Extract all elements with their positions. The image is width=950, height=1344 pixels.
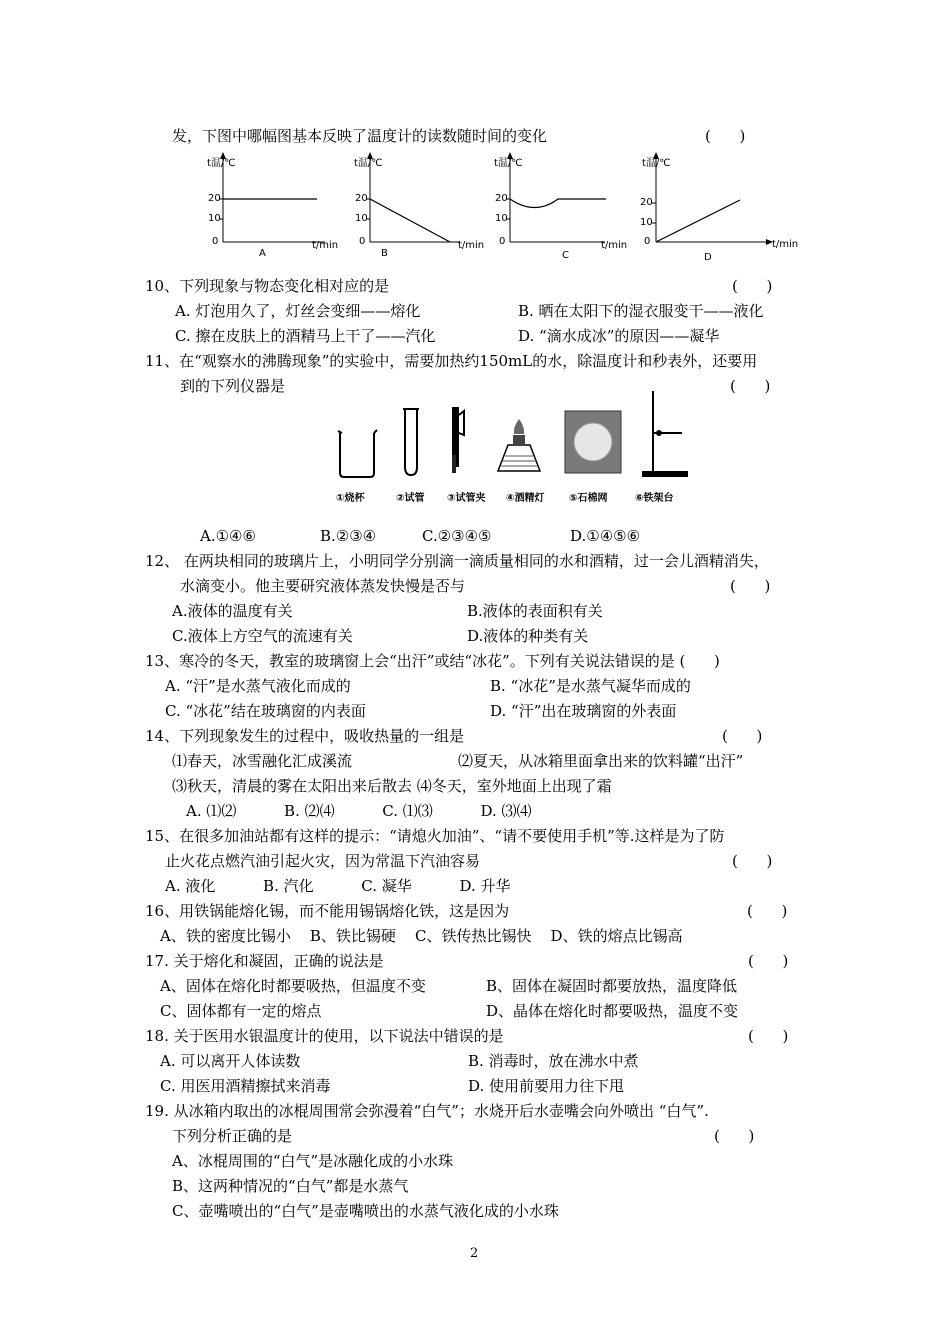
q17-option-d: D、晶体在熔化时都要吸热，温度不变	[486, 1002, 739, 1020]
q15-stem-line2: 止火花点燃汽油引起火灾，因为常温下汽油容易	[165, 852, 481, 870]
graph-b-curve	[370, 199, 450, 242]
q12-option-c: C.液体上方空气的流速有关	[172, 627, 353, 645]
graph-a-tick-0: 0	[212, 236, 219, 247]
q19-option-b: B、这两种情况的“白气”都是水蒸气	[172, 1177, 409, 1195]
graph-c-curve	[510, 199, 606, 208]
q12-option-d: D.液体的种类有关	[467, 627, 589, 645]
q13-stem: 13、寒冷的冬天，教室的玻璃窗上会“出汗”或结“冰花”。下列有关说法错误的是 ( )	[145, 652, 720, 670]
q11-stem-line1: 11、在“观察水的沸腾现象”的实验中，需要加热约150mL的水，除温度计和秒表外，还要用	[145, 352, 758, 370]
beaker-icon	[338, 430, 377, 477]
q11-option-c: C.②③④⑤	[422, 527, 492, 545]
q16-options: A、铁的密度比锡小 B、铁比锡硬 C、铁传热比锡快 D、铁的熔点比锡高	[160, 927, 683, 945]
q9-stem: 发，下图中哪幅图基本反映了温度计的读数随时间的变化	[172, 127, 548, 145]
page-number: 2	[470, 1246, 479, 1261]
q18-stem: 18. 关于医用水银温度计的使用，以下说法中错误的是	[145, 1027, 504, 1045]
q17-answer-paren: ( )	[748, 952, 789, 970]
graph-b-tick-20: 20	[355, 193, 368, 204]
graph-d-letter: D	[704, 252, 712, 263]
q13-option-c: C. “冰花”结在玻璃窗的内表面	[165, 702, 366, 720]
graph-a-tick-20: 20	[208, 193, 221, 204]
apparatus-label-6: ⑥铁架台	[635, 493, 674, 504]
q13-option-a: A. “汗”是水蒸气液化而成的	[165, 677, 351, 695]
q11-option-b: B.②③④	[320, 527, 377, 545]
graph-b	[340, 150, 490, 265]
q15-options: A. 液化 B. 汽化 C. 凝华 D. 升华	[165, 877, 511, 895]
q10-option-b: B. 晒在太阳下的湿衣服变干——液化	[518, 302, 764, 320]
iron-stand-icon	[642, 391, 688, 477]
graph-b-tick-0: 0	[359, 236, 366, 247]
graph-b-xlabel: t/min	[458, 240, 485, 251]
q18-option-d: D. 使用前要用力往下甩	[468, 1077, 625, 1095]
graph-c-tick-20: 20	[495, 193, 508, 204]
q14-statement-3-4: ⑶秋天，清晨的雾在太阳出来后散去 ⑷冬天，室外地面上出现了霜	[172, 777, 612, 795]
q17-option-b: B、固体在凝固时都要放热，温度降低	[486, 977, 738, 995]
q13-option-b: B. “冰花”是水蒸气凝华而成的	[490, 677, 691, 695]
q17-stem: 17. 关于熔化和凝固，正确的说法是	[145, 952, 384, 970]
asbestos-gauze-icon	[565, 411, 621, 473]
q12-option-b: B.液体的表面积有关	[467, 602, 603, 620]
graph-d-tick-20: 20	[640, 197, 653, 208]
q15-answer-paren: ( )	[732, 852, 773, 870]
q18-answer-paren: ( )	[748, 1027, 789, 1045]
q12-stem-line1: 12、 在两块相同的玻璃片上，小明同学分别滴一滴质量相同的水和酒精，过一会儿酒精消失，	[145, 552, 769, 570]
alcohol-lamp-icon	[498, 419, 540, 471]
q19-option-a: A、冰棍周围的“白气”是冰融化成的小水珠	[172, 1152, 454, 1170]
q18-option-b: B. 消毒时，放在沸水中煮	[468, 1052, 639, 1070]
q10-answer-paren: ( )	[732, 277, 773, 295]
q10-option-a: A. 灯泡用久了，灯丝会变细——熔化	[175, 302, 421, 320]
q17-option-c: C、固体都有一定的熔点	[160, 1002, 322, 1020]
q10-option-d: D. “滴水成冰”的原因——凝华	[518, 327, 720, 345]
q12-option-a: A.液体的温度有关	[172, 602, 293, 620]
graph-d-ylabel: t温/℃	[642, 158, 671, 169]
q11-option-d: D.①④⑤⑥	[570, 527, 641, 545]
q13-option-d: D. “汗”出在玻璃窗的外表面	[490, 702, 677, 720]
q16-stem: 16、用铁锅能熔化锡，而不能用锡锅熔化铁，这是因为	[145, 902, 510, 920]
graph-c-xlabel: t/min	[601, 240, 628, 251]
apparatus-label-4: ④酒精灯	[506, 493, 545, 504]
q11-option-a: A.①④⑥	[200, 527, 256, 545]
apparatus-label-5: ⑤石棉网	[569, 493, 608, 504]
graph-c-ylabel: t温/℃	[494, 158, 523, 169]
q19-option-c: C、壶嘴喷出的“白气”是壶嘴喷出的水蒸气液化成的小水珠	[172, 1202, 559, 1220]
q18-option-a: A. 可以离开人体读数	[160, 1052, 301, 1070]
graph-a-tick-10: 10	[208, 213, 221, 224]
q19-stem-line2: 下列分析正确的是	[172, 1127, 293, 1145]
graph-a-ylabel: t温/℃	[207, 158, 236, 169]
test-tube-clamp-icon	[452, 407, 464, 473]
graph-c-letter: C	[562, 250, 569, 261]
q14-stem: 14、下列现象发生的过程中，吸收热量的一组是	[145, 727, 465, 745]
q18-option-c: C. 用医用酒精擦拭来消毒	[160, 1077, 331, 1095]
graph-c-tick-10: 10	[495, 213, 508, 224]
q19-stem-line1: 19. 从冰箱内取出的冰棍周围常会弥漫着“白气”；水烧开后水壶嘴会向外喷出 “白气”.	[145, 1102, 709, 1120]
q11-stem-line2: 到的下列仪器是	[180, 377, 286, 395]
q19-answer-paren: ( )	[714, 1127, 755, 1145]
apparatus-label-1: ①烧杯	[336, 493, 365, 504]
q15-stem-line1: 15、在很多加油站都有这样的提示：“请熄火加油”、“请不要使用手机”等.这样是为了防	[145, 827, 725, 845]
apparatus-label-3: ③试管夹	[447, 493, 486, 504]
q14-answer-paren: ( )	[722, 727, 763, 745]
graph-d-curve	[656, 200, 740, 242]
graph-a-xlabel: t/min	[312, 240, 339, 251]
graph-b-letter: B	[381, 248, 388, 259]
q9-answer-paren: ( )	[705, 127, 746, 145]
q14-statement-2: ⑵夏天，从冰箱里面拿出来的饮料罐“出汗”	[458, 752, 744, 770]
apparatus-figure	[330, 385, 700, 510]
q11-answer-paren: ( )	[730, 377, 771, 395]
q14-options: A. ⑴⑵ B. ⑵⑷ C. ⑴⑶ D. ⑶⑷	[186, 802, 532, 820]
apparatus-drawings	[330, 385, 700, 485]
graph-a-letter: A	[259, 248, 266, 259]
q14-statement-1: ⑴春天，冰雪融化汇成溪流	[172, 752, 353, 770]
apparatus-label-2: ②试管	[396, 493, 425, 504]
graph-d-tick-10: 10	[640, 217, 653, 228]
graph-d	[628, 150, 788, 265]
graph-d-tick-0: 0	[644, 236, 651, 247]
graph-b-ylabel: t温/℃	[354, 158, 383, 169]
q10-option-c: C. 擦在皮肤上的酒精马上干了——汽化	[175, 327, 436, 345]
test-tube-icon	[403, 409, 419, 475]
graph-c-tick-0: 0	[499, 236, 506, 247]
q12-stem-line2: 水滴变小。他主要研究液体蒸发快慢是否与	[180, 577, 466, 595]
graph-c	[480, 150, 630, 265]
q10-stem: 10、下列现象与物态变化相对应的是	[145, 277, 390, 295]
graph-d-xlabel: t/min	[772, 239, 799, 250]
q16-answer-paren: ( )	[747, 902, 788, 920]
graph-b-tick-10: 10	[355, 213, 368, 224]
q17-option-a: A、固体在熔化时都要吸热，但温度不变	[160, 977, 426, 995]
q12-answer-paren: ( )	[730, 577, 771, 595]
